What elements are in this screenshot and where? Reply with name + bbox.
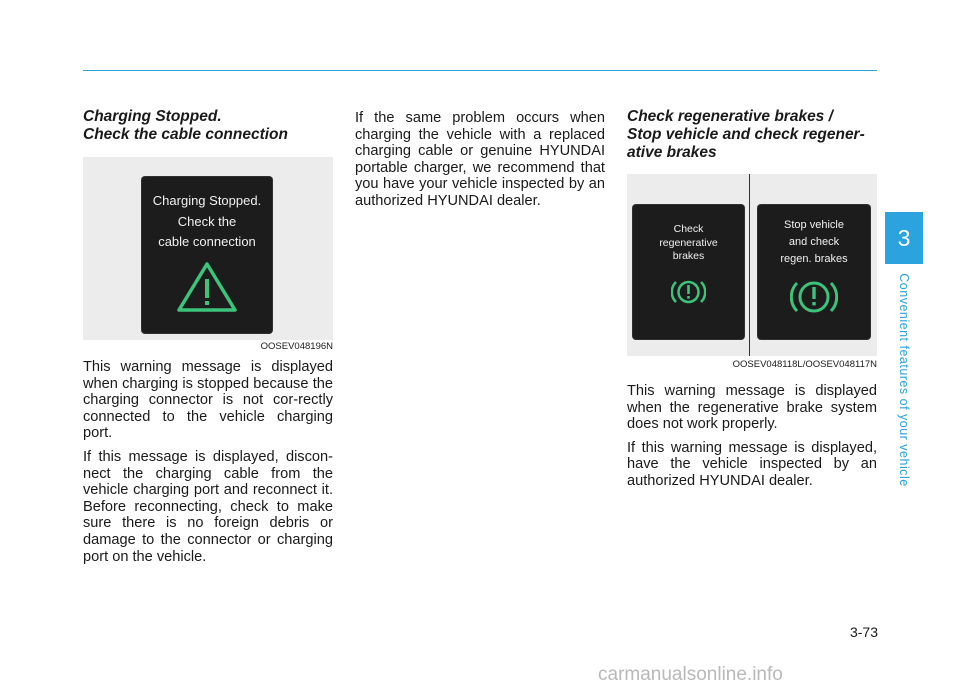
figure-caption: OOSEV048118L/OOSEV048117N [732, 359, 877, 370]
paragraph: If the same problem occurs when charging the vehicle with a replaced charging cable or genuine HYUNDAI portable charger, we recommend that you have your vehicle inspected by an authorized HYUNDAI dealer. [355, 110, 605, 209]
cluster-message-text: Stop vehicle and check regen. brakes [780, 219, 848, 265]
cluster-display-panel-right [758, 205, 870, 339]
column-2 [355, 110, 605, 217]
cluster-display-panel-left [633, 205, 744, 339]
column-3 [627, 108, 877, 162]
paragraph: This warning message is displayed when charging is stopped because the charging connector is not cor-rectly connected to the vehicle charging port. [83, 359, 333, 442]
column-1-body [83, 359, 333, 572]
paragraph: This warning message is displayed when the regenerative brake system does not work properly. [627, 383, 877, 433]
cluster-message-text: Charging Stopped. Check the cable connection [152, 193, 262, 249]
header-rule [83, 70, 877, 71]
figure-divider [749, 174, 750, 356]
cluster-display-panel [142, 177, 272, 333]
brake-warning-icon [671, 277, 706, 307]
column-1 [83, 108, 333, 144]
section-heading-charging-stopped: Charging Stopped. Check the cable connection [83, 108, 288, 143]
figure-charging-stopped [83, 157, 333, 340]
column-3-body [627, 383, 877, 497]
chapter-label: Convenient features of your vehicle [897, 273, 911, 487]
paragraph: If this message is displayed, discon-nect the charging cable from the vehicle charging port and reconnect it. Before reconnecting, check to make sure there is no foreign debris or damage to the connector or charging port on the vehicle. [83, 448, 333, 565]
watermark: carmanualsonline.info [598, 664, 783, 685]
page-number: 3-73 [849, 624, 878, 640]
brake-warning-icon [790, 277, 838, 317]
figure-caption: OOSEV048196N [260, 341, 333, 352]
cluster-message-text: Check regenerative brakes [659, 223, 718, 262]
chapter-tab: 3 [885, 212, 923, 264]
warning-triangle-icon [176, 261, 238, 313]
section-heading-regenerative-brakes: Check regenerative brakes / Stop vehicle and check regener- ative brakes [627, 108, 865, 161]
paragraph: If this warning message is displayed, have the vehicle inspected by an authorized HYUNDAI dealer. [627, 439, 877, 489]
figure-regenerative-brakes [627, 174, 877, 356]
